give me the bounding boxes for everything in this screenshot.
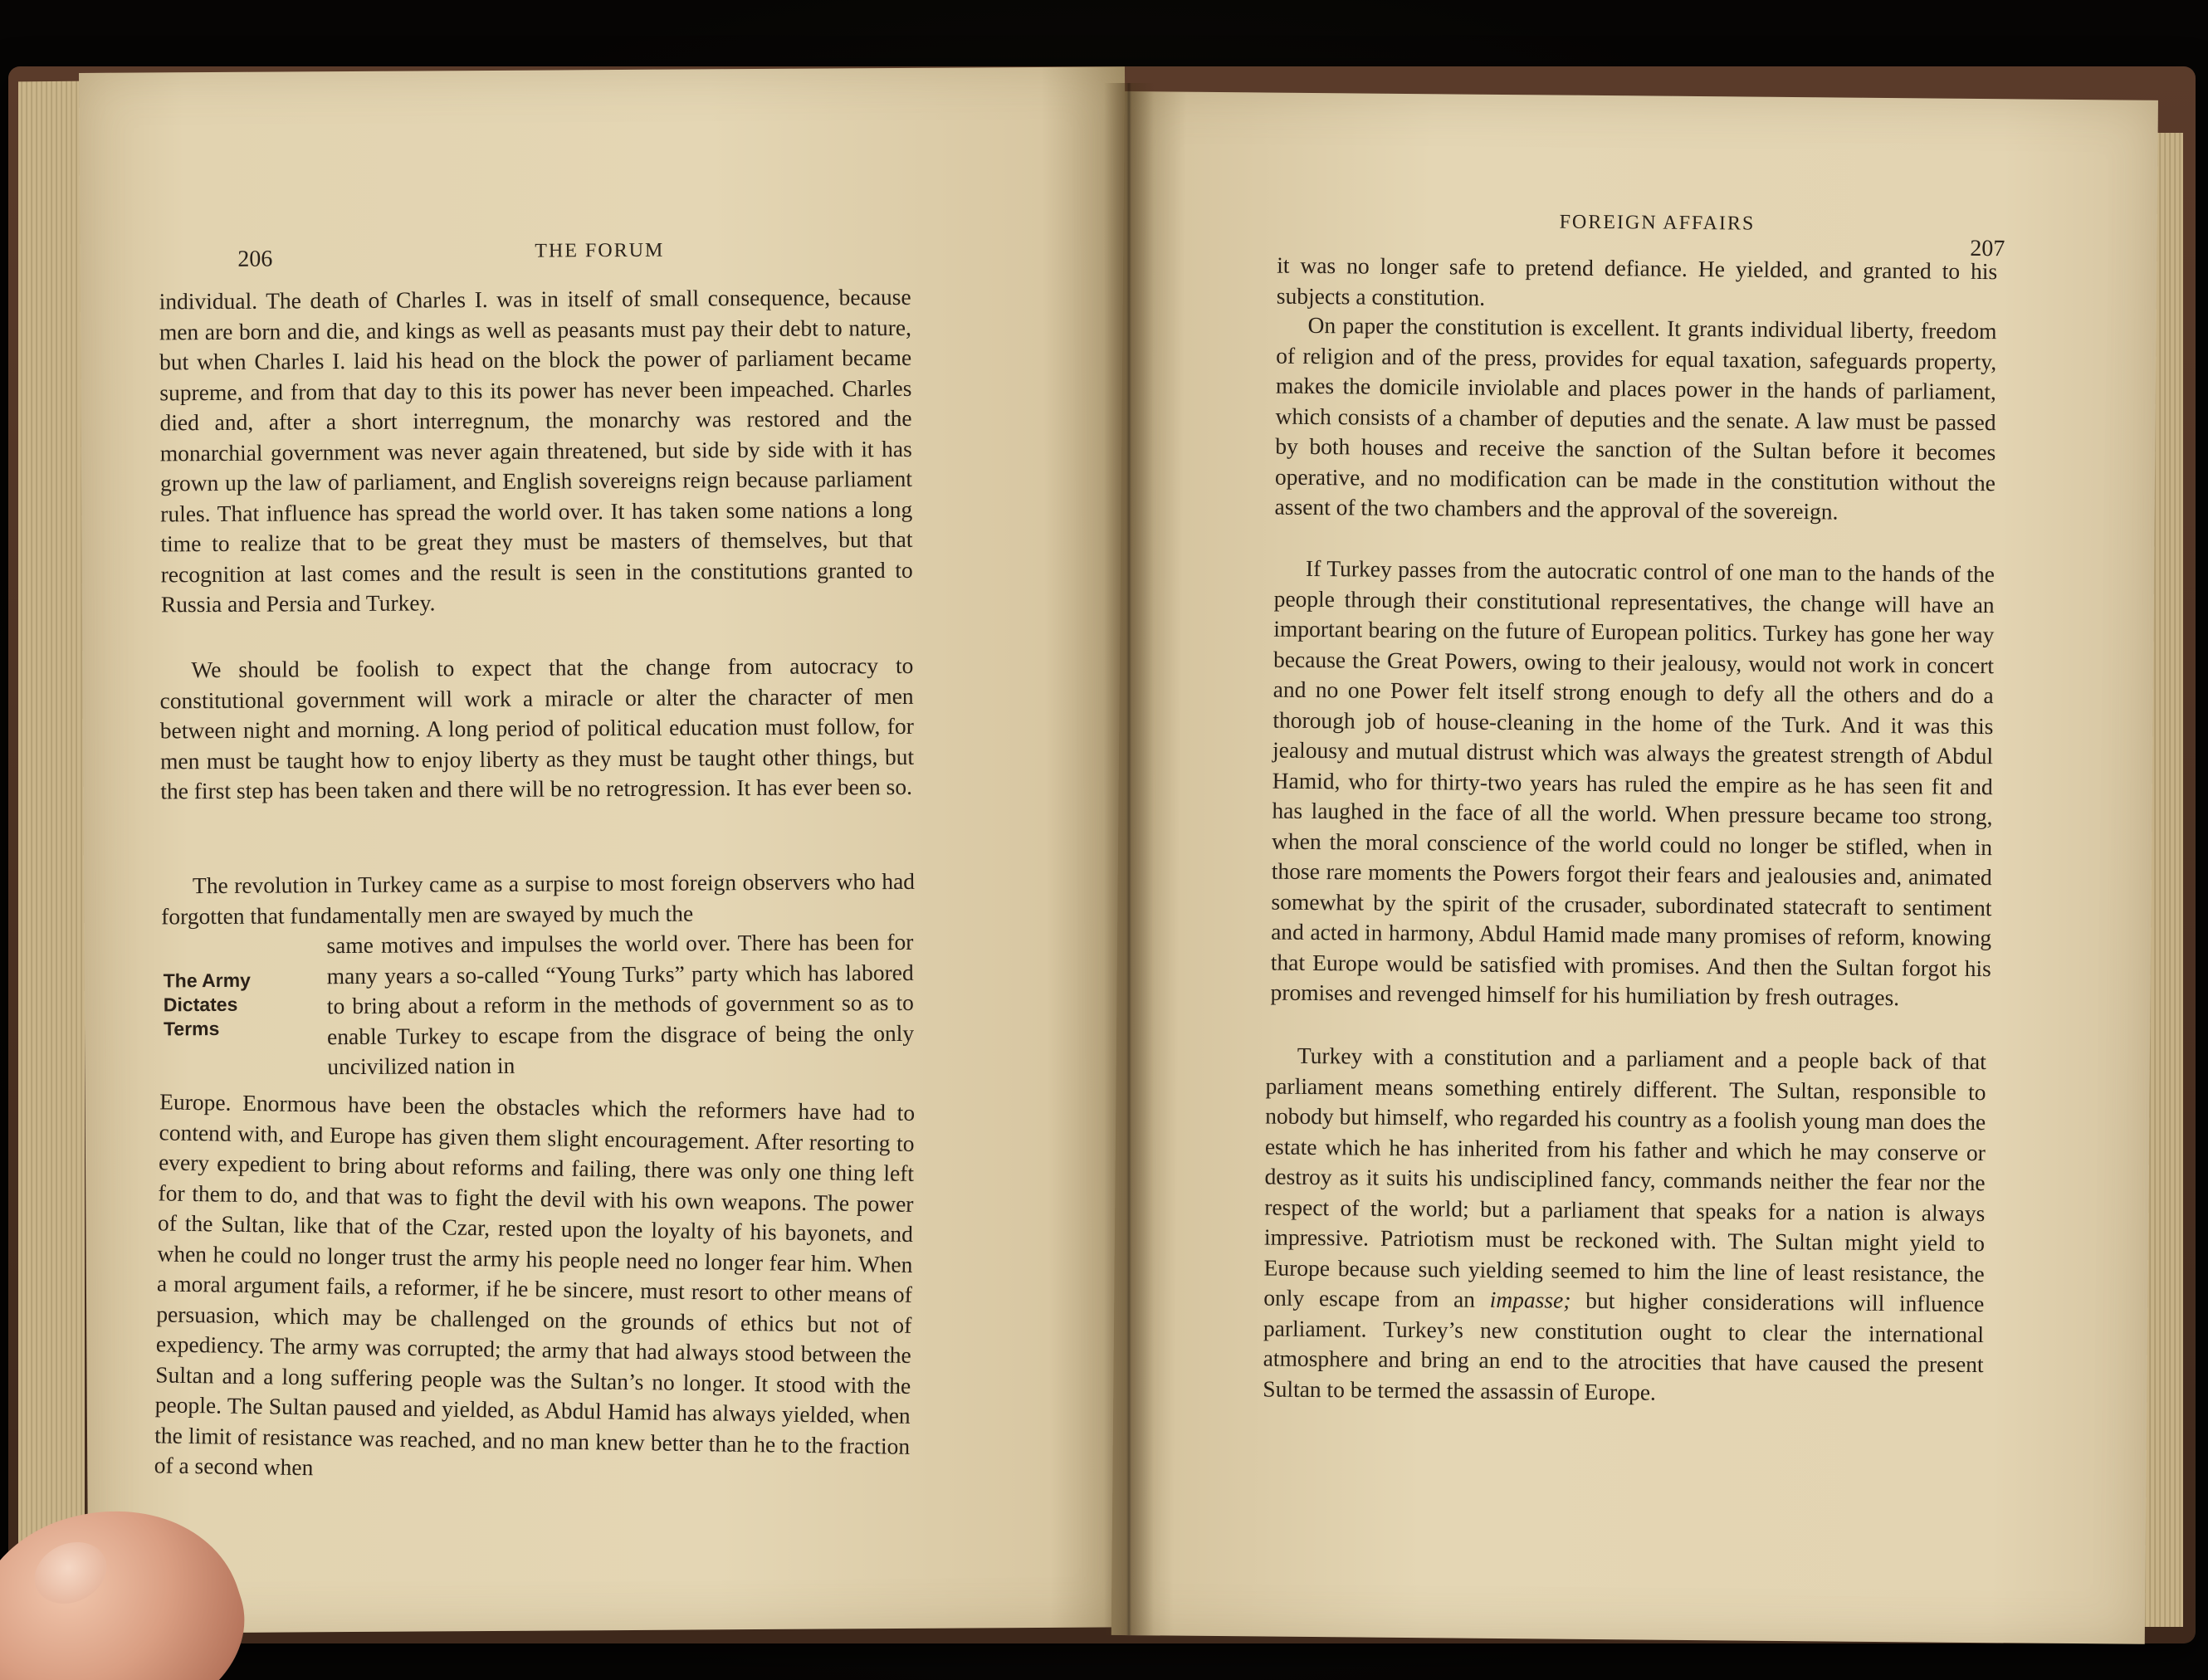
right-paragraph-1 — [1277, 251, 1998, 318]
right-paragraph-4 — [1263, 1041, 1986, 1411]
right-paragraph-4-part1: Turkey with a constitution and a parliament and a people back of that parliament means something entirely different. The Sultan, responsible to nobody but himself, who regarded his country as a foolish young man does the estate which he has inherited from his father and which he may conserve or destroy as it suits his undisciplined fancy, commands neither the fear nor the respect of the world; but a parliament that speaks for a nation is always impressive. Patriotism must be reckoned with. The Sultan might yield to Europe because such yielding seemed to him the line of least resistance, the only escape from an — [1263, 1042, 1986, 1312]
margin-note-text: The Army Dictates Terms — [163, 969, 251, 1040]
left-paragraph-3-indented — [326, 927, 914, 1082]
left-paragraph-3-start-text: The revolution in Turkey came as a surpise to most foreign observers who had forgotten that fundamentally men are swayed by much the — [161, 867, 916, 929]
book-gutter-shadow — [1104, 83, 1154, 1635]
left-page-edges — [18, 81, 85, 1601]
left-paragraph-3-indented-text: same motives and impulses the world over. There has been for many years a so-called “Young Turks” party which has labored to bring about a reform in the methods of government so as to enable Turkey to escape from the disgrace of being the only uncivilized nation in — [326, 928, 915, 1080]
right-page-number: 207 — [1970, 235, 2005, 262]
left-running-head: THE FORUM — [535, 239, 665, 262]
right-paragraph-4-text — [1263, 1041, 1986, 1411]
right-paragraph-2 — [1274, 310, 1996, 529]
right-paragraph-4-italic: impasse; — [1489, 1286, 1571, 1313]
left-paragraph-1-text: individual. The death of Charles I. was in itself of small consequence, because men are born and die, and kings as well as peasants must pay their debt to nature, but when Charles I. laid his head on the block the power of parliament became supreme, and from that day to this its power has never been impeached. Charles died and, after a short interregnum, the monarchy was restored and the monarchial government was never again threatened, but side by side with it has grown up the law of parliament, and English sovereigns reign because parliament rules. That influence has spread the world over. It has taken some nations a long time to realize that to be great they must be masters of themselves, but that recognition at last comes and the result is seen in the constitutions granted to Russia and Persia and Turkey. — [159, 283, 913, 618]
right-running-head: FOREIGN AFFAIRS — [1559, 211, 1756, 235]
right-paragraph-3 — [1270, 554, 1995, 1014]
right-page — [1111, 91, 2158, 1644]
left-paragraph-2 — [159, 651, 914, 807]
left-paragraph-1 — [159, 282, 913, 620]
left-paragraph-3-start — [161, 867, 915, 932]
right-paragraph-1-text: it was no longer safe to pretend defiance. He yielded, and granted to his subjects a constitution. — [1276, 252, 1998, 310]
margin-note — [164, 968, 297, 1041]
left-paragraph-3-rest-text: Europe. Enormous have been the obstacles which the reformers have had to contend with, and Europe has given them slight encouragement. After resorting to every expedient to bring about reforms and failing, there was only one thing left for them to do, and that was to fight the devil with his own weapons. The power of the Sultan, like that of the Czar, rested upon the loyalty of his bayonets, and when he could no longer trust the army his people need no longer fear him. When a moral argument fails, a reformer, if he be sincere, must resort to other means of persuasion, which may be challenged on the grounds of ethics but not of expediency. The army was corrupted; the army that had always stood between the Sultan and a long suffering people was the Sultan’s no longer. It stood with the people. The Sultan paused and yielded, as Abdul Hamid has always yielded, when the limit of resistance was reached, and no man knew better than he to the fraction of a second when — [154, 1088, 916, 1481]
left-page — [79, 66, 1134, 1634]
right-paragraph-4-part2: but higher considerations will influence parliament. Turkey’s new constitution ought to clear the international atmosphere and bring an end to the atrocities that have caused the present Sultan to be termed the assassin of Europe. — [1263, 1287, 1985, 1405]
left-page-number: 206 — [237, 246, 273, 272]
left-paragraph-2-text: We should be foolish to expect that the change from autocracy to constitutional government will work a miracle or alter the character of men between night and morning. A long period of political education must follow, for men must be taught how to enjoy liberty as they must be taught other things, but the first step has been taken and there will be no retrogression. It has ever been so. — [159, 652, 915, 804]
right-paragraph-3-text: If Turkey passes from the autocratic control of one man to the hands of the people through their constitutional representatives, the change will have an important bearing on the future of European politics. Turkey has gone her way because the Great Powers, owing to their jealousy, would not work in concert and no one Power felt itself strong enough to defy all the others and do a thorough job of house-cleaning in the home of the Turk. And it was this jealousy and mutual distrust which was always the greatest strength of Abdul Hamid, who for thirty-two years has ruled the empire as he has seen fit and has laughed in the face of all the world. When pressure became too strong, when the moral conscience of the world could no longer be stifled, when in those rare moments the Powers forgot their fears and jealousies and, animated somewhat by the spirit of the crusader, subordinated statecraft to sentiment and acted in harmony, Abdul Hamid made many promises of reform, knowing that Europe would be satisfied with promises. And then the Sultan forgot his promises and revenged himself for his humiliation by fresh outrages. — [1270, 554, 1996, 1011]
right-paragraph-2-text: On paper the constitution is excellent. It grants individual liberty, freedom of religion and of the press, provides for equal taxation, safeguards property, makes the domicile inviolable and places power in the hands of parliament, which consists of a chamber of deputies and the senate. A law must be passed by both houses and receive the sanction of the Sultan before it becomes operative, and no modification can be made in the constitution without the assent of the two chambers and the approval of the sovereign. — [1274, 311, 1997, 525]
left-paragraph-3-rest — [154, 1087, 915, 1492]
